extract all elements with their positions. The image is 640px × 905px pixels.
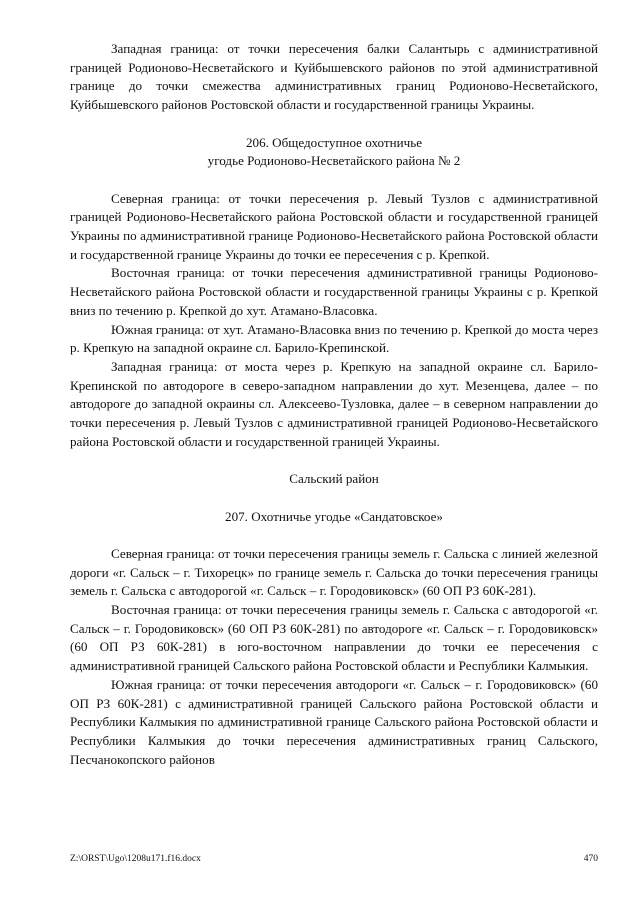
spacer <box>70 451 598 470</box>
section-heading-207: 207. Охотничье угодье «Сандатовское» <box>225 508 443 524</box>
spacer <box>70 489 598 508</box>
spacer <box>70 171 598 190</box>
spacer <box>70 115 598 134</box>
section-heading-206-line2: угодье Родионово-Несветайского района № 2 <box>207 153 461 169</box>
paragraph-206-east: Восточная граница: от точки пересечения административной границы Родионово-Несветайского района Ростовской области и государственной границы Украины с р. Крепкой вниз по течению р. Крепкой до хут. Атамано-Власовка. <box>70 265 598 318</box>
paragraph-206-south: Южная граница: от хут. Атамано-Власовка вниз по течению р. Крепкой до моста через р. Крепкую на западной окраине сл. Барило-Крепинской. <box>70 321 598 356</box>
paragraph-207-east: Восточная граница: от точки пересечения границы земель г. Сальска с автодорогой «г. Сальск – г. Городовиковск» (60 ОП РЗ 60К-281) по автодороге «г. Сальск – г. Городовиковск» (60 ОП РЗ 60К-281) в юго-восточном направлении до точки ее пересечения с административной границей Сальского района Ростовской области и Республики Калмыкия. <box>70 602 598 674</box>
footer-page-number: 470 <box>583 854 598 864</box>
paragraph-207-north: Северная граница: от точки пересечения границы земель г. Сальска с линией железной дороги «г. Сальск – г. Тихорецк» по границе земель г. Сальска до точки пересечения границы земель г. Сальска с автодорогой «г. Сальск – г. Городовиковск» (60 ОП РЗ 60К-281). <box>70 545 598 599</box>
footer-file-path: Z:\ORST\Ugo\1208u171.f16.docx <box>70 854 201 864</box>
paragraph-206-west: Западная граница: от моста через р. Крепкую на западной окраине сл. Барило-Крепинской по автодороге в северо-западном направлении до хут. Мезенцева, далее – по автодороге до западной окраины сл. Алексеево-Тузловка, далее – в северном направлении до точки пересечения р. Левый Тузлов с административной границей Родионово-Несветайского района Ростовской области и государственной границей Украины. <box>70 358 598 449</box>
district-heading: Сальский район <box>289 471 379 487</box>
spacer <box>70 526 598 545</box>
document-body <box>70 40 598 769</box>
paragraph-west-boundary-prev: Западная граница: от точки пересечения балки Салантырь с административной границей Родионово-Несветайского и Куйбышевского районов по этой административной границе до точки смежества административных границ Родионово-Несветайского, Куйбышевского районов Ростовской области и государственной границы Украины. <box>70 41 598 113</box>
paragraph-207-south: Южная граница: от точки пересечения автодороги «г. Сальск – г. Городовиковск» (60 ОП РЗ 60К-281) с административной границей Сальского района Ростовской области и Республики Калмыкия по административной границе Сальского района Ростовской области и Республики Калмыкия до точки пересечения административных границ Сальского, Песчанокопского районов <box>70 676 598 767</box>
section-heading-206-line1: 206. Общедоступное охотничье <box>245 134 423 150</box>
paragraph-206-north: Северная граница: от точки пересечения р. Левый Тузлов с административной границей Родионово-Несветайского района Ростовской области и государственной границей Украины по административной границе Родионово-Несветайского района Ростовской области и государственной границе Украины до точки ее пересечения с р. Крепкой. <box>70 190 598 262</box>
